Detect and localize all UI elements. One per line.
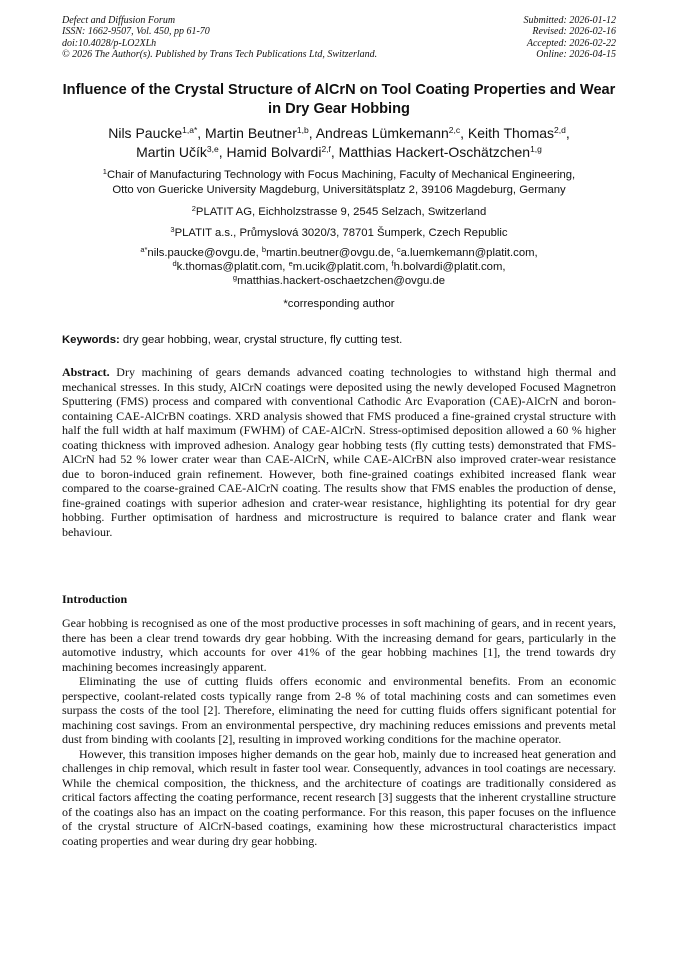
paper-title: Influence of the Crystal Structure of AlCrN on Tool Coating Properties and Wear in Dry Gear Hobbing	[62, 82, 616, 117]
journal-doi[interactable]: doi:10.4028/p-LO2XLh	[62, 37, 157, 49]
author-name: Hamid Bolvardi	[226, 144, 322, 160]
author-name: Nils Paucke	[108, 125, 183, 141]
email-marker: g	[232, 272, 238, 282]
journal-name: Defect and Diffusion Forum	[62, 15, 176, 26]
affiliation-marker: 2	[191, 204, 196, 213]
keywords-text: dry gear hobbing, wear, crystal structure, fly cutting test.	[119, 334, 403, 346]
author-name: Andreas Lümkemann	[315, 125, 449, 141]
email-link[interactable]: martin.beutner@ovgu.de	[266, 247, 391, 259]
author-name: Martin Beutner	[205, 125, 297, 141]
author-separator: ,	[308, 125, 316, 141]
email-link[interactable]: a.luemkemann@platit.com	[400, 247, 535, 259]
email-marker: d	[172, 258, 177, 268]
author-affiliation-marker: 2,d	[554, 125, 566, 135]
affiliation-2	[62, 205, 616, 220]
author-name: Matthias Hackert-Oschätzchen	[338, 144, 531, 160]
date-online: Online: 2026-04-15	[536, 49, 616, 61]
email-link[interactable]: k.thomas@platit.com	[176, 260, 283, 273]
paragraph: Gear hobbing is recognised as one of the most productive processes in soft machining of gears, and in recent years, there has been a clear trend towards dry gear hobbing. With the increasing demand for gears, particularly in the automotive industry, which accounts for over 41% of the gear hobbing machines [1], the trend towards dry machining becomes increasingly apparent.	[62, 616, 616, 674]
author-affiliation-marker: 3,e	[206, 144, 219, 154]
corresponding-author-note: *corresponding author	[283, 298, 395, 310]
email-marker: b	[261, 245, 267, 254]
author-list	[62, 124, 616, 162]
email-link[interactable]: matthias.hackert-oschaetzchen@ovgu.de	[237, 274, 446, 287]
date-accepted: Accepted: 2026-02-22	[526, 37, 616, 49]
affiliation-1	[62, 168, 616, 198]
paragraph: However, this transition imposes higher demands on the gear hob, mainly due to increased heat generation and challenges in chip removal, which result in faster tool wear. Consequently, advances in tool coatings are necessary. While the chemical composition, the thickness, and the architecture of coatings are traditionally considered as critical factors affecting the coating performance, recent research [3] suggests that the inherent crystalline structure of the coatings also has an impact on the coating performance. For this reason, this paper focuses on the influence of the crystal structure of AlCrN-based coatings, examining how these microstructural characteristics impact coating properties and wear during dry gear hobbing.	[62, 746, 616, 848]
affiliation-marker: 3	[170, 225, 175, 234]
affiliation-text: Otto von Guericke University Magdeburg, Universitätsplatz 2, 39106 Magdeburg, Germany	[112, 184, 566, 196]
affiliation-text: PLATIT AG, Eichholzstrasse 9, 2545 Selzach, Switzerland	[195, 206, 487, 218]
introduction-body	[62, 616, 616, 848]
keywords-label: Keywords:	[62, 334, 120, 346]
email-marker: f	[391, 258, 394, 268]
journal-copyright: © 2026 The Author(s). Published by Trans Tech Publications Ltd, Switzerland.	[62, 49, 378, 61]
paragraph: Eliminating the use of cutting fluids offers economic and environmental benefits. From an economic perspective, coolant-related costs typically range from 2-8 % of total machining costs and can sometimes even surpass the costs of the tool [2]. Therefore, eliminating the need for cutting fluids offers significant potential for machining cost savings. From an environmental perspective, dry machining reduces emissions and prevents metal dust from binding with coolants [2], resulting in improved working conditions for the machine operator.	[62, 674, 616, 746]
author-name: Martin Učík	[136, 144, 207, 160]
journal-issn: ISSN: 1662-9507, Vol. 450, pp 61-70	[62, 26, 210, 38]
author-separator: ,	[197, 125, 206, 141]
author-separator: ,	[330, 144, 339, 160]
email-link[interactable]: nils.paucke@ovgu.de	[147, 247, 256, 259]
email-marker: e	[288, 258, 293, 268]
author-separator: ,	[565, 125, 570, 141]
abstract-text: Dry machining of gears demands advanced coating technologies to withstand high thermal and mechanical stresses. In this study, AlCrN coatings were deposited using the newly developed Focused Magnetron Sputtering (FMS) process and compared with conventional Cathodic Arc Evaporation (CAE)-AlCrN and boron-containing CAE-AlCrBN coatings. XRD analysis showed that FMS produced a fine-grained crystal structure with half the full width at half maximum (FWHM) of CAE-AlCrN. Stress-optimised deposition allowed a 60 % higher coating thickness with improved adhesion. Analogy gear hobbing tests (fly cutting tests) demonstrated that FMS-AlCrN had 52 % lower crater wear than CAE-AlCrN, while CAE-AlCrBN also improved crater-wear resistance due to boron-induced grain refinement. However, both fine-grained coatings exhibited increased flank wear compared to the coarse-grained CAE-AlCrN coating. The results show that FMS enables the production of dense, fine-grained coatings with superior adhesion and crater-wear resistance, highlighting its potential for dry gear hobbing. Further optimisation of hardness and microstructure is required to balance crater and flank wear behaviour.	[62, 365, 616, 539]
email-link[interactable]: m.ucik@platit.com	[292, 260, 386, 273]
affiliation-text: PLATIT a.s., Průmyslová 3020/3, 78701 Šumperk, Czech Republic	[174, 227, 508, 239]
affiliation-text: Chair of Manufacturing Technology with Focus Machining, Faculty of Mechanical Engineering,	[106, 169, 576, 181]
author-affiliation-marker: 1,a*	[182, 125, 198, 135]
email-marker: a*	[140, 245, 148, 254]
author-affiliation-marker: 1,b	[296, 125, 309, 135]
publication-dates	[524, 15, 617, 61]
section-heading-introduction: Introduction	[62, 592, 128, 606]
author-affiliation-marker: 1,g	[530, 144, 542, 154]
date-submitted: Submitted: 2026-01-12	[523, 15, 616, 26]
journal-info	[62, 15, 377, 61]
keywords	[62, 333, 616, 347]
author-emails: $^{a*}$nils.paucke@ovgu.de, $^b$martin.beutner@ovgu.de, $^c$a.luemkemann@platit.com, $^d$k.thomas@platit.com, $^e$m.ucik@platit.com, $^f$h.bolvardi@platit.com, $^g$matthias.hackert-oschaetzchen@ovgu.de	[140, 245, 538, 287]
affiliation-marker: 1	[102, 167, 107, 176]
affiliation-3	[62, 226, 616, 241]
author-separator: ,	[218, 144, 227, 160]
date-revised: Revised: 2026-02-16	[532, 26, 616, 38]
email-marker: c	[396, 245, 401, 254]
author-separator: ,	[460, 125, 468, 141]
abstract-label: Abstract.	[62, 365, 110, 379]
email-link[interactable]: h.bolvardi@platit.com	[393, 260, 503, 273]
abstract	[62, 365, 616, 539]
author-name: Keith Thomas	[467, 125, 555, 141]
author-affiliation-marker: 2,f	[321, 144, 331, 154]
author-affiliation-marker: 2,c	[448, 125, 461, 135]
